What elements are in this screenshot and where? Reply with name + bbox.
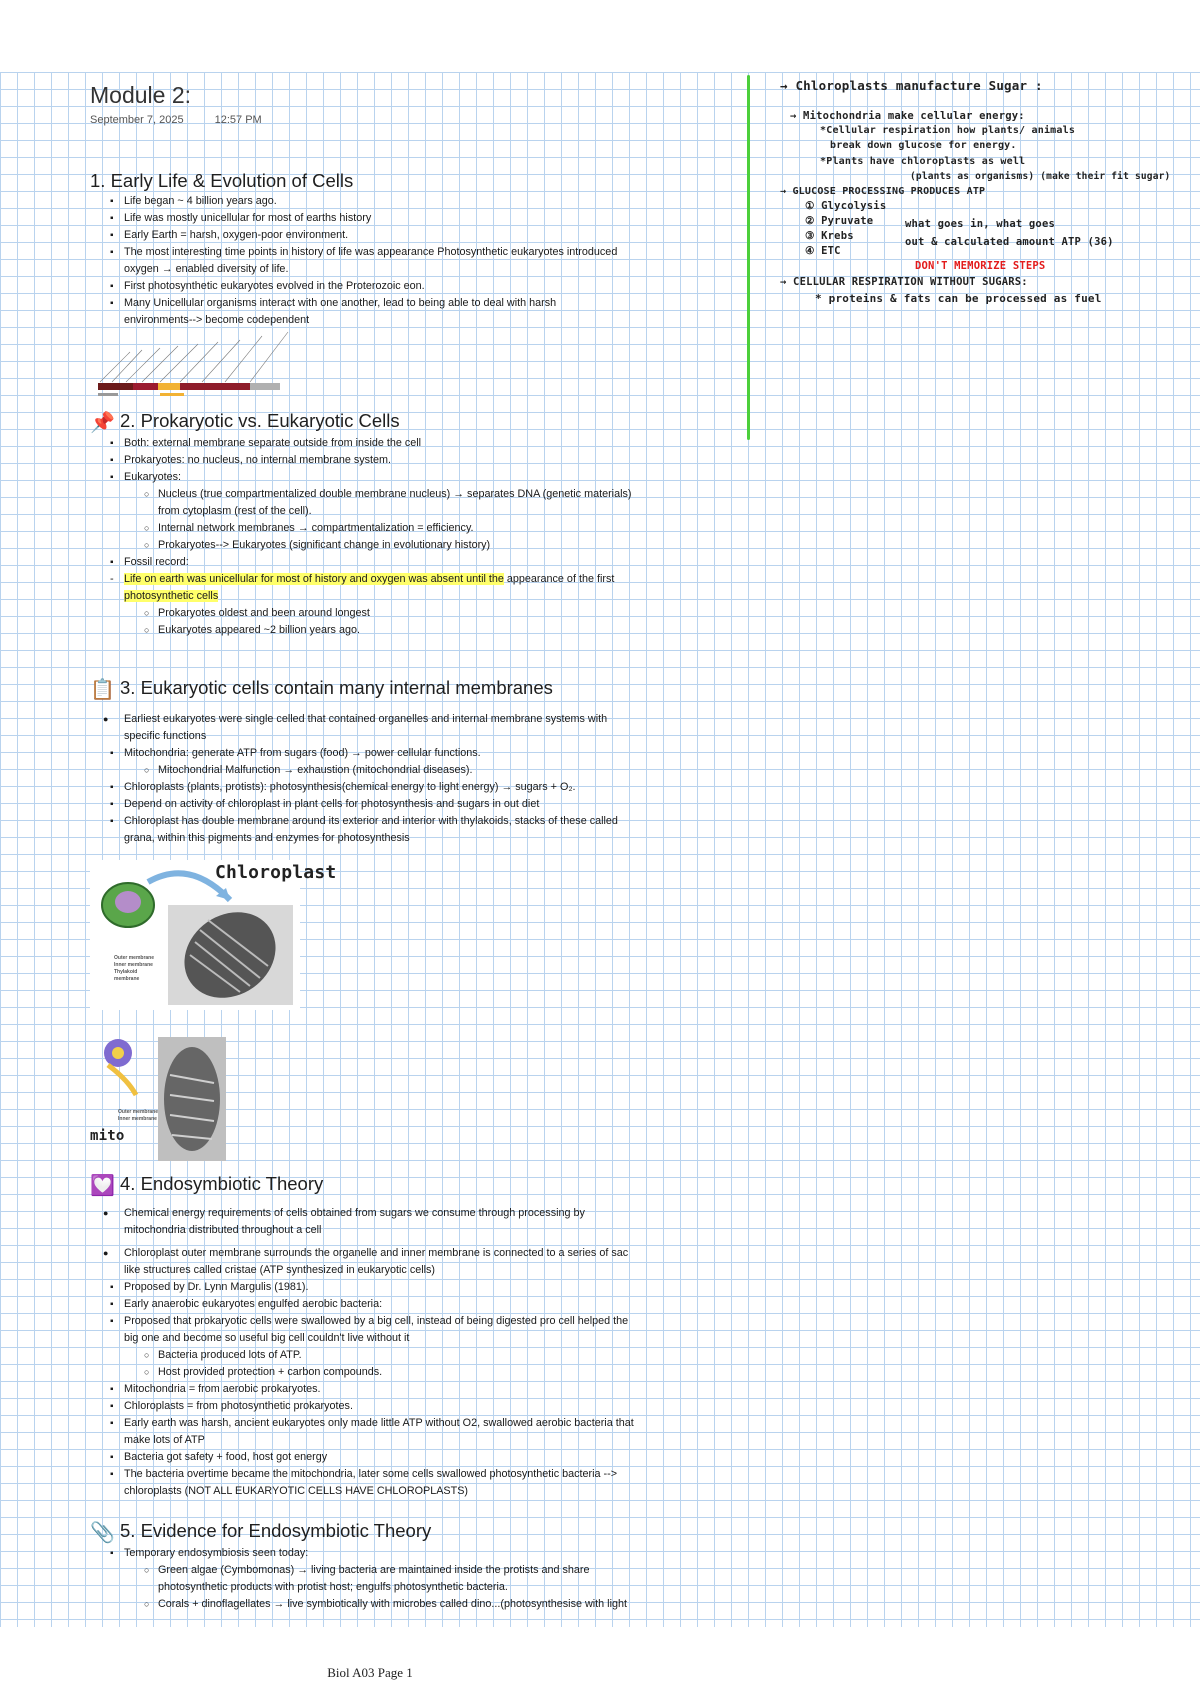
list-item: ▪ Proposed by Dr. Lynn Margulis (1981). (110, 1279, 720, 1296)
list-item: ▪ Mitochondria = from aerobic prokaryotes. (110, 1381, 720, 1398)
list-item-continuation: grana, within this pigments and enzymes for photosynthesis (124, 832, 410, 844)
handwritten-line: → Mitochondria make cellular energy: (790, 110, 1025, 122)
page-title: Module 2: (90, 82, 192, 108)
sub-list-item: ○ Bacteria produced lots of ATP. (144, 1347, 720, 1364)
list-item-continuation: mitochondria distributed throughout a cell (124, 1224, 322, 1236)
list-item: ● Chloroplast outer membrane surrounds the organelle and inner membrane is connected to a series of sac (110, 1245, 720, 1262)
handwritten-line: ③ Krebs (805, 230, 854, 242)
list-item-continuation: chloroplasts (NOT ALL EUKARYOTIC CELLS HAVE CHLOROPLASTS) (124, 1485, 469, 1497)
chloroplast-captions: Outer membrane Inner membrane Thylakoid membrane (114, 955, 155, 982)
list-item: ▪ Life began ~ 4 billion years ago. (110, 193, 720, 210)
page-footer: Biol A03 Page 1 (327, 1665, 413, 1680)
page-time: 12:57 PM (214, 114, 262, 126)
list-item: ▪ Mitochondria: generate ATP from sugars (food) → power cellular functions. (110, 745, 720, 762)
paperclip-icon: 📎 (90, 1522, 115, 1544)
margin-divider-line (747, 75, 750, 440)
clipboard-icon: 📋 (90, 679, 115, 701)
sub-list-item: ○ Prokaryotes oldest and been around longest (144, 605, 720, 622)
list-item: ▪ Chloroplasts = from photosynthetic prokaryotes. (110, 1398, 720, 1415)
list-item-continuation: environments--> become codependent (124, 314, 310, 326)
page-meta (90, 114, 290, 126)
sub-list-item: ○ Eukaryotes appeared ~2 billion years ago. (144, 622, 720, 639)
section-heading-early-life: 1. Early Life & Evolution of Cells (90, 170, 354, 191)
heart-handshake-icon: 💟 (90, 1175, 115, 1197)
mito-handwritten-label: mito (90, 1128, 125, 1144)
list-item-continuation: big one and become so useful big cell couldn't live without it (124, 1332, 410, 1344)
handwritten-line: what goes in, what goes (905, 218, 1055, 230)
handwritten-line: → Chloroplasts manufacture Sugar : (780, 78, 1043, 93)
sub-list-item: ○ Green algae (Cymbomonas) → living bacteria are maintained inside the protists and share (144, 1562, 720, 1579)
page-date: September 7, 2025 (90, 114, 184, 126)
list-item: ▪ Prokaryotes: no nucleus, no internal membrane system. (110, 452, 720, 469)
handwritten-line: ④ ETC (805, 245, 841, 257)
list-item-continuation: make lots of ATP (124, 1434, 205, 1446)
handwritten-line: ① Glycolysis (805, 200, 887, 212)
section-list-endosymbiotic (110, 1205, 720, 1500)
list-item: ▪ The most interesting time points in history of life was appearance Photosynthetic eukaryotes introduced (110, 244, 720, 261)
handwritten-line: → CELLULAR RESPIRATION WITHOUT SUGARS: (780, 276, 1028, 288)
list-item: ▪ Many Unicellular organisms interact with one another, lead to being able to deal with harsh (110, 295, 720, 312)
list-item: ▪ Early anaerobic eukaryotes engulfed aerobic bacteria: (110, 1296, 720, 1313)
list-item: ▪ Early earth was harsh, ancient eukaryotes only made little ATP without O2, swallowed aerobic bacteria that (110, 1415, 720, 1432)
section-list-evidence (110, 1545, 720, 1613)
list-item: ● Earliest eukaryotes were single celled that contained organelles and internal membrane systems with (110, 711, 720, 728)
handwritten-line: ② Pyruvate (805, 215, 874, 227)
list-item: ▪ The bacteria overtime became the mitochondria, later some cells swallowed photosynthetic bacteria --> (110, 1466, 720, 1483)
list-item: ▪ Proposed that prokaryotic cells were swallowed by a big cell, instead of being digested pro cell helped the (110, 1313, 720, 1330)
list-item-continuation: photosynthetic cells (124, 590, 219, 602)
sub-list-item: ○ Prokaryotes--> Eukaryotes (significant change in evolutionary history) (144, 537, 720, 554)
sub-list-item: ○ Host provided protection + carbon compounds. (144, 1364, 720, 1381)
handwritten-line: (plants as organisms) (make their fit sugar) (910, 171, 1171, 182)
list-item-continuation: specific functions (124, 730, 207, 742)
section-list-internal-membranes (110, 711, 720, 847)
list-item-continuation: like structures called cristae (ATP synthesized in eukaryotic cells) (124, 1264, 436, 1276)
chloroplast-handwritten-label: Chloroplast (215, 862, 337, 883)
list-item: ▪ Chloroplasts (plants, protists): photosynthesis(chemical energy to light energy) → sugars + O₂. (110, 779, 720, 796)
list-item: ▪ Life was mostly unicellular for most of earths history (110, 210, 720, 227)
sub-list-item: ○ Internal network membranes → compartmentalization = efficiency. (144, 520, 720, 537)
handwritten-line-red: DON'T MEMORIZE STEPS (915, 260, 1046, 272)
handwritten-line: *Plants have chloroplasts as well (820, 156, 1026, 167)
list-item: ▪ Temporary endosymbiosis seen today: (110, 1545, 720, 1562)
section-list-prokaryotic (110, 435, 720, 639)
section-heading-endosymbiotic: 💟 4. Endosymbiotic Theory (90, 1173, 324, 1197)
list-item-continuation: oxygen → enabled diversity of life. (124, 263, 289, 275)
list-item: ▪ Early Earth = harsh, oxygen-poor environment. (110, 227, 720, 244)
list-item: ● Chemical energy requirements of cells obtained from sugars we consume through processing by (110, 1205, 720, 1222)
section-heading-evidence: 📎 5. Evidence for Endosymbiotic Theory (90, 1520, 432, 1544)
sub-list-item-continuation: from cytoplasm (rest of the cell). (158, 505, 312, 517)
list-item: ▪ Depend on activity of chloroplast in plant cells for photosynthesis and sugars in out diet (110, 796, 720, 813)
list-item: ▪ Eukaryotes: (110, 469, 720, 486)
list-item: ▪ Both: external membrane separate outside from inside the cell (110, 435, 720, 452)
handwritten-line: out & calculated amount ATP (36) (905, 236, 1114, 248)
pushpin-icon: 📌 (90, 412, 115, 434)
list-item-highlighted: - Life on earth was unicellular for most of history and oxygen was absent until the appearance of the first (110, 571, 720, 588)
list-item: ▪ First photosynthetic eukaryotes evolved in the Proterozoic eon. (110, 278, 720, 295)
section-heading-internal-membranes: 📋 3. Eukaryotic cells contain many internal membranes (90, 677, 553, 701)
section-list-early-life (110, 193, 720, 329)
handwritten-line: * proteins & fats can be processed as fuel (815, 292, 1102, 305)
list-item: ▪ Chloroplast has double membrane around its exterior and interior with thylakoids, stacks of these called (110, 813, 720, 830)
handwritten-line: → GLUCOSE PROCESSING PRODUCES ATP (780, 186, 986, 197)
list-item: ▪ Fossil record: (110, 554, 720, 571)
sub-list-item: ○ Nucleus (true compartmentalized double membrane nucleus) → separates DNA (genetic materials) (144, 486, 720, 503)
section-heading-prokaryotic: 📌 2. Prokaryotic vs. Eukaryotic Cells (90, 410, 400, 434)
handwritten-line: *Cellular respiration how plants/ animals (820, 125, 1076, 136)
list-item: ▪ Bacteria got safety + food, host got energy (110, 1449, 720, 1466)
sub-list-item: ○ Corals + dinoflagellates → live symbiotically with microbes called dino...(photosynthesise with light (144, 1596, 720, 1613)
geologic-timeline-figure (90, 330, 310, 410)
handwritten-line: break down glucose for energy. (830, 140, 1017, 151)
sub-list-item: ○ Mitochondrial Malfunction → exhaustion (mitochondrial diseases). (144, 762, 720, 779)
mitochondria-captions: Outer membrane Inner membrane (118, 1109, 159, 1122)
sub-list-item-continuation: photosynthetic products with protist host; engulfs photosynthetic bacteria. (158, 1581, 508, 1593)
